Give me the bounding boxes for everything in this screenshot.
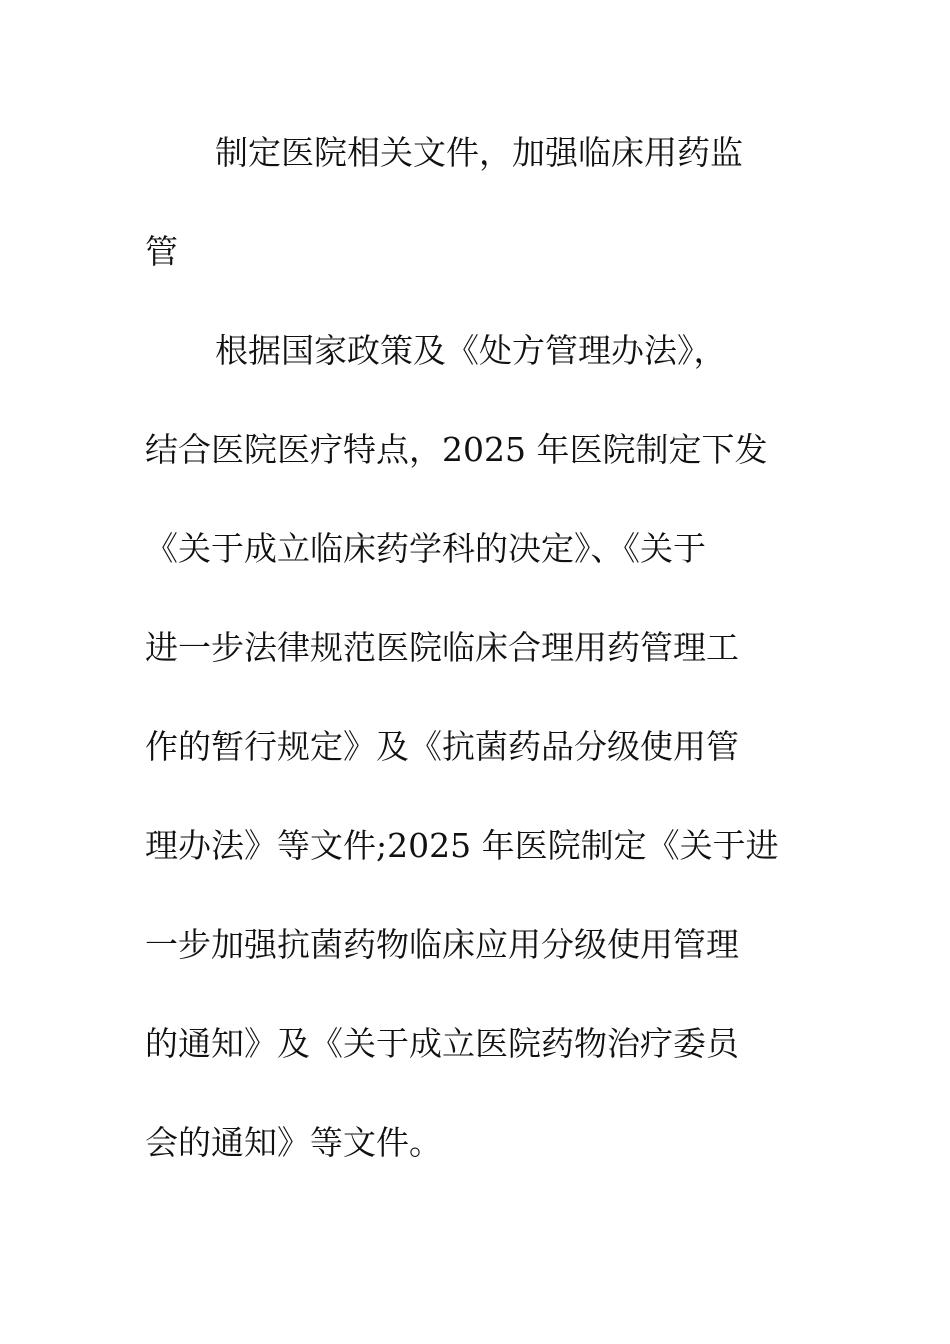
body-line-7: 一步加强抗菌药物临床应用分级使用管理 xyxy=(145,925,739,964)
heading-line-1: 制定医院相关文件，加强临床用药监 xyxy=(215,133,743,172)
body-line-9: 会的通知》等文件。 xyxy=(145,1123,442,1162)
body-line-5: 作的暂行规定》及《抗菌药品分级使用管 xyxy=(145,727,739,766)
heading-line-2: 管 xyxy=(145,232,178,271)
body-line-2: 结合医院医疗特点，2025 年医院制定下发 xyxy=(145,430,768,469)
body-line-3: 《关于成立临床药学科的决定》、《关于 xyxy=(145,529,706,568)
body-line-6: 理办法》等文件;2025 年医院制定《关于进 xyxy=(145,826,779,865)
body-line-1: 根据国家政策及《处方管理办法》， xyxy=(215,331,727,370)
body-line-8: 的通知》及《关于成立医院药物治疗委员 xyxy=(145,1024,739,1063)
body-line-4: 进一步法律规范医院临床合理用药管理工 xyxy=(145,628,739,667)
